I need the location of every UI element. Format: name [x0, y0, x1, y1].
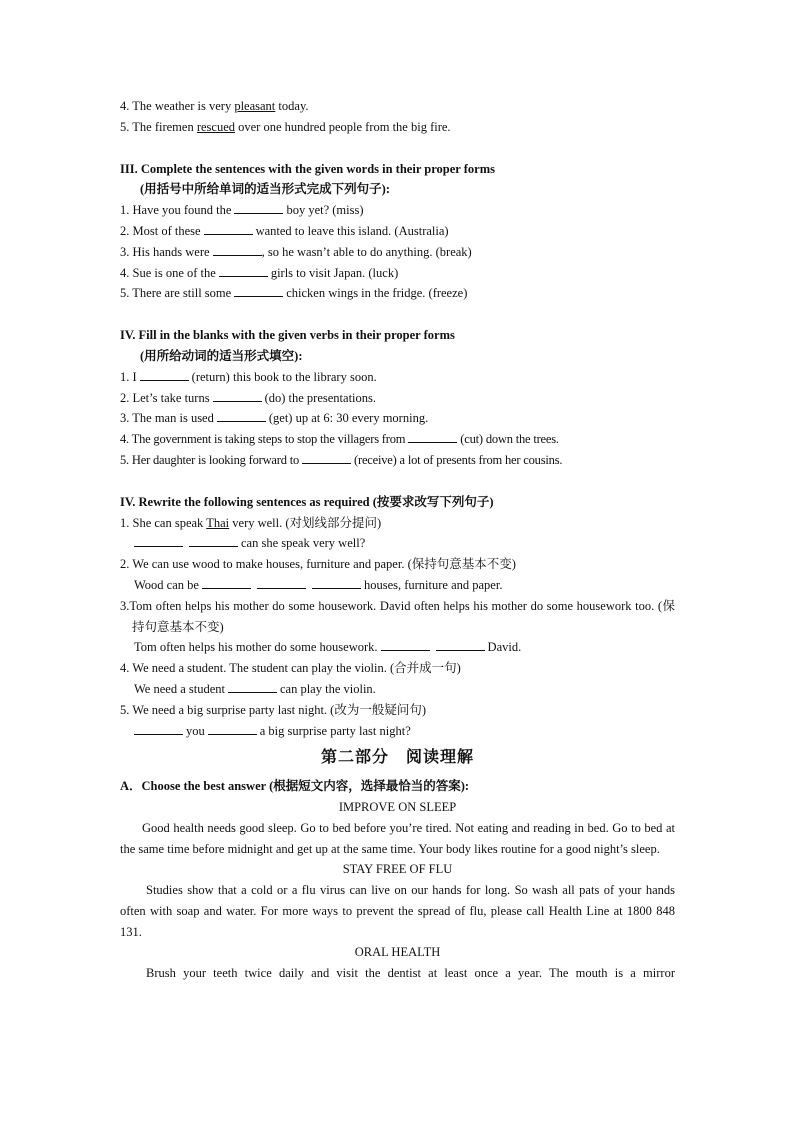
section-a-title: A．Choose the best answer (根据短文内容，选择最恰当的答案):: [120, 779, 470, 794]
s4-item-5: 5. Her daughter is looking forward to (receive) a lot of presents from her cousins.: [120, 452, 563, 467]
passage-heading-flu: STAY FREE OF FLU: [342, 862, 453, 877]
blank: [219, 264, 268, 277]
blank: [436, 638, 485, 651]
blank: [213, 243, 262, 256]
s5-q4-answer: We need a student can play the violin.: [134, 681, 376, 696]
passage-paragraph-oral: Brush your teeth twice daily and visit the dentist at least once a year. The mouth is a mirror: [146, 966, 675, 981]
blank: [302, 451, 351, 464]
blank: [381, 638, 430, 651]
underlined-word: pleasant: [234, 99, 276, 113]
s3-item-4: 4. Sue is one of the girls to visit Japan. (luck): [120, 265, 399, 280]
blank: [208, 722, 257, 735]
sentence-5: 5. The firemen rescued over one hundred people from the big fire.: [120, 119, 451, 134]
s5-q4: 4. We need a student. The student can play the violin. (合并成一句): [120, 661, 461, 676]
blank: [140, 368, 189, 381]
underlined-word: rescued: [196, 119, 235, 134]
blank: [204, 222, 253, 235]
section-4-title: IV. Fill in the blanks with the given verbs in their proper forms: [120, 328, 455, 343]
s4-item-1: 1. I (return) this book to the library soon.: [120, 369, 377, 384]
s5-q2: 2. We can use wood to make houses, furniture and paper. (保持句意基本不变): [120, 557, 516, 572]
blank: [134, 722, 183, 735]
blank: [217, 409, 266, 422]
sentence-4: 4. The weather is very pleasant today.: [120, 99, 309, 113]
s5-q5-answer: you a big surprise party last night?: [120, 721, 675, 742]
passage-heading-oral: ORAL HEALTH: [354, 945, 441, 960]
s4-item-3: 3. The man is used (get) up at 6: 30 every morning.: [120, 411, 429, 426]
blank: [257, 576, 306, 589]
s3-item-3: 3. His hands were , so he wasn’t able to do anything. (break): [120, 244, 472, 259]
s4-item-4: 4. The government is taking steps to stop the villagers from (cut) down the trees.: [120, 432, 559, 447]
s5-q3-answer: Tom often helps his mother do some housework. David.: [134, 640, 522, 655]
part-2-title: 第二部分 阅读理解: [320, 747, 474, 767]
s3-item-2: 2. Most of these wanted to leave this island. (Australia): [120, 223, 449, 238]
blank: [408, 430, 457, 443]
blank: [234, 284, 283, 297]
blank: [234, 201, 283, 214]
underlined-word: Thai: [206, 515, 230, 530]
blank: [312, 576, 361, 589]
s4-item-2: 2. Let’s take turns (do) the presentations.: [120, 390, 377, 405]
s5-q5: 5. We need a big surprise party last night. (改为一般疑问句): [120, 702, 427, 717]
section-3-title-cn: (用括号中所给单词的适当形式完成下列句子):: [140, 182, 390, 197]
blank: [213, 389, 262, 402]
s5-q1: 1. She can speak Thai very well. (对划线部分提问): [120, 515, 382, 530]
passage-paragraph-sleep: Good health needs good sleep. Go to bed before you’re tired. Not eating and reading in bed. Go to bed at the same time before midnight and get up at the same time. Your body likes routine for a good night’s sleep.: [120, 820, 675, 856]
worksheet-page: [120, 96, 675, 984]
s5-q2-answer: Wood can be houses, furniture and paper.: [134, 577, 503, 592]
section-5-title: IV. Rewrite the following sentences as required (按要求改写下列句子): [120, 494, 494, 509]
blank: [202, 576, 251, 589]
passage-heading-sleep: IMPROVE ON SLEEP: [338, 799, 457, 814]
s5-q1-answer: can she speak very well?: [120, 533, 675, 554]
blank: [189, 534, 238, 547]
s5-q3: 3.Tom often helps his mother do some housework. David often helps his mother do some housework too. (保持句意基本不变): [120, 598, 675, 634]
s3-item-5: 5. There are still some chicken wings in the fridge. (freeze): [120, 286, 468, 301]
s3-item-1: 1. Have you found the boy yet? (miss): [120, 203, 364, 218]
section-3-title: III. Complete the sentences with the given words in their proper forms: [120, 161, 495, 176]
blank: [134, 534, 183, 547]
section-4-title-cn: (用所给动词的适当形式填空):: [140, 348, 303, 363]
blank: [228, 680, 277, 693]
passage-paragraph-flu: Studies show that a cold or a flu virus can live on our hands for long. So wash all pats of your hands often with soap and water. For more ways to prevent the spread of flu, please call Health Line at 1800 848 131.: [120, 883, 675, 939]
